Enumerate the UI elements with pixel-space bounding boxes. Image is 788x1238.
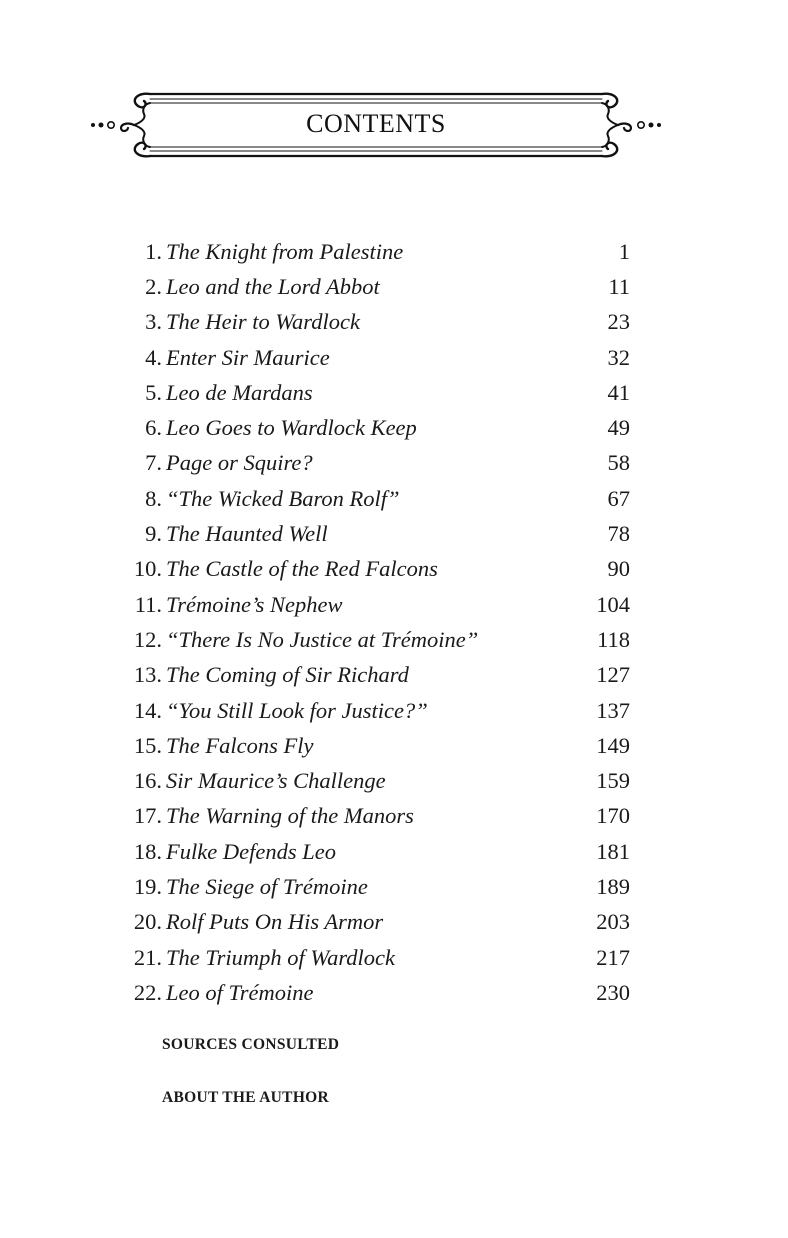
sources-consulted-link[interactable]: SOURCES CONSULTED [162, 1036, 340, 1053]
chapter-page: 23 [607, 309, 630, 335]
chapter-number: 19. [133, 873, 162, 899]
chapter-number: 12. [133, 626, 162, 652]
chapter-number: 20. [133, 909, 162, 935]
toc-entry[interactable] [120, 516, 630, 551]
chapter-number: 17. [133, 803, 162, 829]
contents-header-frame [88, 86, 664, 164]
toc-entry[interactable] [120, 481, 630, 516]
toc-entry[interactable] [120, 446, 630, 481]
toc-entry[interactable] [120, 975, 630, 1010]
chapter-page: 78 [607, 521, 630, 547]
toc-entry[interactable] [120, 410, 630, 445]
chapter-number: 11. [134, 591, 162, 617]
chapter-page: 203 [596, 909, 630, 935]
toc-entry[interactable] [120, 622, 630, 657]
chapter-page: 104 [596, 591, 630, 617]
toc-entry[interactable] [120, 340, 630, 375]
chapter-page: 90 [607, 556, 630, 582]
chapter-title: Fulke Defends Leo [166, 838, 336, 864]
chapter-number: 14. [133, 697, 162, 723]
chapter-title: Leo and the Lord Abbot [166, 273, 380, 299]
chapter-title: The Siege of Trémoine [166, 873, 368, 899]
chapter-title: “You Still Look for Justice?” [166, 697, 428, 723]
chapter-title: Page or Squire? [166, 450, 313, 476]
toc-entry[interactable] [120, 305, 630, 340]
toc-entry[interactable] [120, 799, 630, 834]
toc-entry[interactable] [120, 905, 630, 940]
chapter-number: 16. [133, 768, 162, 794]
chapter-number: 1. [145, 238, 162, 264]
chapter-page: 189 [596, 873, 630, 899]
chapter-page: 32 [607, 344, 630, 370]
chapter-title: Leo of Trémoine [166, 979, 314, 1005]
chapter-page: 217 [596, 944, 630, 970]
chapter-title: Trémoine’s Nephew [166, 591, 343, 617]
toc-entry[interactable] [120, 834, 630, 869]
about-the-author-link[interactable]: ABOUT THE AUTHOR [162, 1089, 330, 1106]
chapter-page: 41 [607, 379, 630, 405]
chapter-number: 2. [145, 273, 162, 299]
chapter-number: 9. [145, 521, 162, 547]
chapter-title: The Triumph of Wardlock [166, 944, 395, 970]
chapter-page: 11 [608, 273, 630, 299]
chapter-title: Leo de Mardans [166, 379, 313, 405]
chapter-title: The Falcons Fly [166, 732, 314, 758]
chapter-title: Enter Sir Maurice [166, 344, 330, 370]
chapter-page: 181 [596, 838, 630, 864]
chapter-number: 10. [133, 556, 162, 582]
toc-entry[interactable] [120, 940, 630, 975]
chapter-number: 22. [133, 979, 162, 1005]
chapter-number: 21. [133, 944, 162, 970]
chapter-title: The Coming of Sir Richard [166, 662, 409, 688]
chapter-title: The Warning of the Manors [166, 803, 414, 829]
chapter-title: The Knight from Palestine [166, 238, 404, 264]
chapter-page: 137 [596, 697, 630, 723]
chapter-page: 118 [597, 626, 630, 652]
chapter-number: 18. [133, 838, 162, 864]
toc-entry[interactable] [120, 375, 630, 410]
chapter-page: 170 [596, 803, 630, 829]
chapter-page: 67 [607, 485, 630, 511]
toc-entry[interactable] [120, 728, 630, 763]
toc-entry[interactable] [120, 587, 630, 622]
chapter-page: 1 [618, 238, 630, 264]
chapter-page: 58 [607, 450, 630, 476]
table-of-contents [120, 234, 630, 1011]
toc-entry[interactable] [120, 269, 630, 304]
chapter-page: 127 [596, 662, 630, 688]
chapter-number: 7. [145, 450, 162, 476]
toc-entry[interactable] [120, 658, 630, 693]
chapter-page: 159 [596, 768, 630, 794]
page-title: CONTENTS [306, 109, 446, 138]
chapter-page: 149 [596, 732, 630, 758]
chapter-number: 5. [145, 379, 162, 405]
chapter-number: 8. [145, 485, 162, 511]
chapter-page: 230 [596, 979, 630, 1005]
toc-entry[interactable] [120, 234, 630, 269]
chapter-page: 49 [607, 415, 630, 441]
chapter-title: The Haunted Well [166, 521, 328, 547]
chapter-number: 15. [133, 732, 162, 758]
chapter-title: Rolf Puts On His Armor [166, 909, 384, 935]
chapter-number: 13. [133, 662, 162, 688]
toc-entry[interactable] [120, 693, 630, 728]
chapter-title: The Heir to Wardlock [166, 309, 360, 335]
toc-entry[interactable] [120, 552, 630, 587]
toc-entry[interactable] [120, 869, 630, 904]
chapter-title: The Castle of the Red Falcons [166, 556, 438, 582]
chapter-title: “There Is No Justice at Trémoine” [166, 626, 479, 652]
toc-entry[interactable] [120, 763, 630, 798]
chapter-number: 3. [145, 309, 162, 335]
chapter-number: 6. [145, 415, 162, 441]
chapter-title: Sir Maurice’s Challenge [166, 768, 386, 794]
chapter-number: 4. [145, 344, 162, 370]
chapter-title: Leo Goes to Wardlock Keep [166, 415, 417, 441]
chapter-title: “The Wicked Baron Rolf” [166, 485, 400, 511]
